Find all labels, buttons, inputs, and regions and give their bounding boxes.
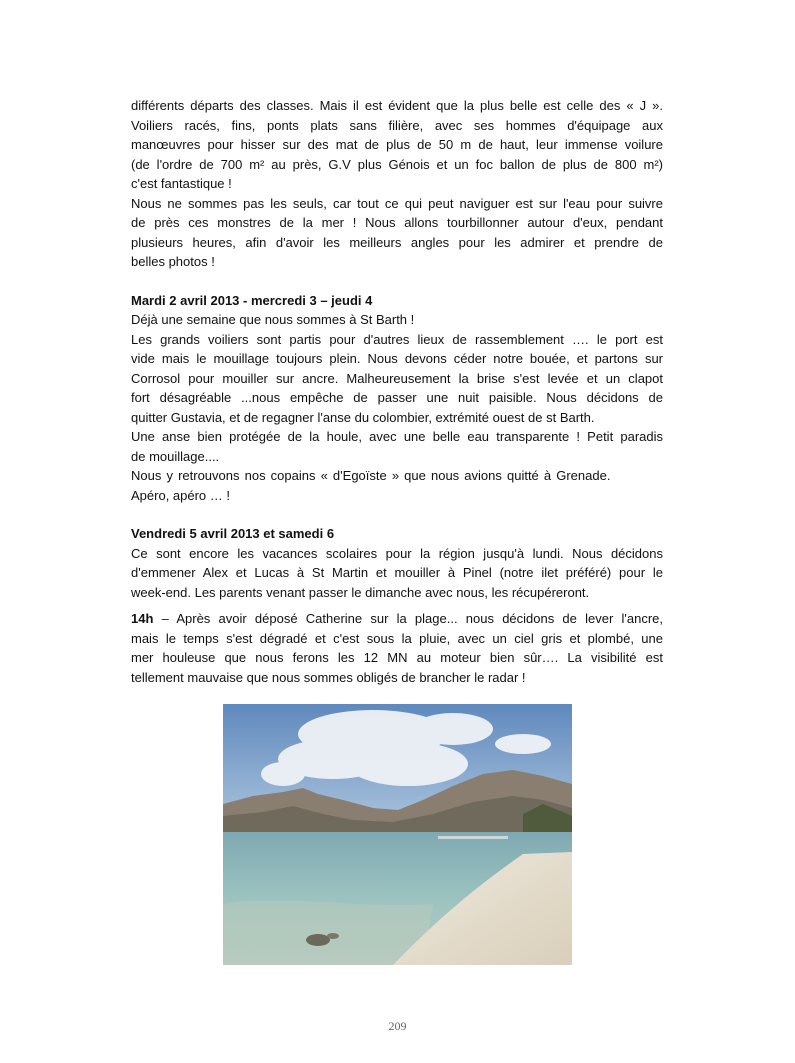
section-heading: Vendredi 5 avril 2013 et samedi 6 xyxy=(131,526,335,541)
text-line: de près ces monstres de la mer ! Nous allons tourbillonner autour d'eux, pendant xyxy=(131,215,663,230)
text-line: de mouillage.... xyxy=(131,448,220,464)
text-line: week-end. Les parents venant passer le dimanche avec nous, les récupéreront. xyxy=(131,584,590,600)
text-line: plusieurs heures, afin d'avoir les meilleurs angles pour les admirer et prendre de xyxy=(131,234,663,250)
text-line: mais le temps s'est dégradé et c'est sous la pluie, avec un ciel gris et plombé, une xyxy=(131,630,663,646)
page-number: 209 xyxy=(388,1019,407,1033)
spacer xyxy=(131,602,663,609)
rock xyxy=(306,934,330,946)
text-line: Nous y retrouvons nos copains « d'Egoïste » que nous avions quitté à Grenade. xyxy=(131,468,611,483)
text-line: Apéro, apéro … ! xyxy=(131,487,230,503)
text-line: (de l'ordre de 700 m² au près, G.V plus Génois et un foc ballon de plus de 800 m²) xyxy=(131,156,663,172)
section-heading: Mardi 2 avril 2013 - mercredi 3 – jeudi 4 xyxy=(131,292,373,308)
time-label: 14h xyxy=(131,611,154,626)
dock xyxy=(438,836,508,839)
shallows xyxy=(223,900,433,965)
text-line: Nous ne sommes pas les seuls, car tout ce qui peut naviguer est sur l'eau pour suivre xyxy=(131,195,663,211)
beach-photo xyxy=(223,704,572,965)
text-line-first xyxy=(131,609,663,629)
rock xyxy=(327,933,339,939)
text-line: Voiliers racés, fins, ponts plats sans filière, avec ses hommes d'équipage aux xyxy=(131,117,663,133)
text-line: différents départs des classes. Mais il est évident que la plus belle est celle des « J ». xyxy=(131,98,663,113)
page-body xyxy=(131,96,663,687)
text-line: belles photos ! xyxy=(131,254,215,269)
text-fragment: – Après avoir déposé Catherine sur la plage... nous décidons de lever l'ancre, xyxy=(153,611,663,626)
spacer xyxy=(131,272,663,291)
text-line: Corrosol pour mouiller sur ancre. Malheureusement la brise s'est levée et un clapot xyxy=(131,370,663,386)
text-line: d'emmener Alex et Lucas à St Martin et mouiller à Pinel (notre ilet préféré) pour le xyxy=(131,565,663,580)
text-line: mer houleuse que nous ferons les 12 MN au moteur bien sûr…. La visibilité est xyxy=(131,650,663,665)
text-line: Une anse bien protégée de la houle, avec une belle eau transparente ! Petit paradis xyxy=(131,429,663,444)
text-line: fort désagréable ...nous empêche de passer une nuit paisible. Nous décidons de xyxy=(131,390,663,405)
text-line: Les grands voiliers sont partis pour d'autres lieux de rassemblement …. le port est xyxy=(131,331,663,347)
spacer xyxy=(131,505,663,524)
text-line: Déjà une semaine que nous sommes à St Barth ! xyxy=(131,312,415,327)
text-line: manœuvres pour hisser sur des mat de plus de 50 m de haut, leur immense voilure xyxy=(131,137,663,152)
text-line: quitter Gustavia, et de regagner l'anse du colombier, extrémité ouest de st Barth. xyxy=(131,409,595,425)
text-line: Ce sont encore les vacances scolaires pour la région jusqu'à lundi. Nous décidons xyxy=(131,545,663,561)
text-line: tellement mauvaise que nous sommes obligés de brancher le radar ! xyxy=(131,669,526,685)
text-line: c'est fantastique ! xyxy=(131,176,232,191)
text-line: vide mais le mouillage toujours plein. Nous devons céder notre bouée, et partons sur xyxy=(131,351,663,366)
